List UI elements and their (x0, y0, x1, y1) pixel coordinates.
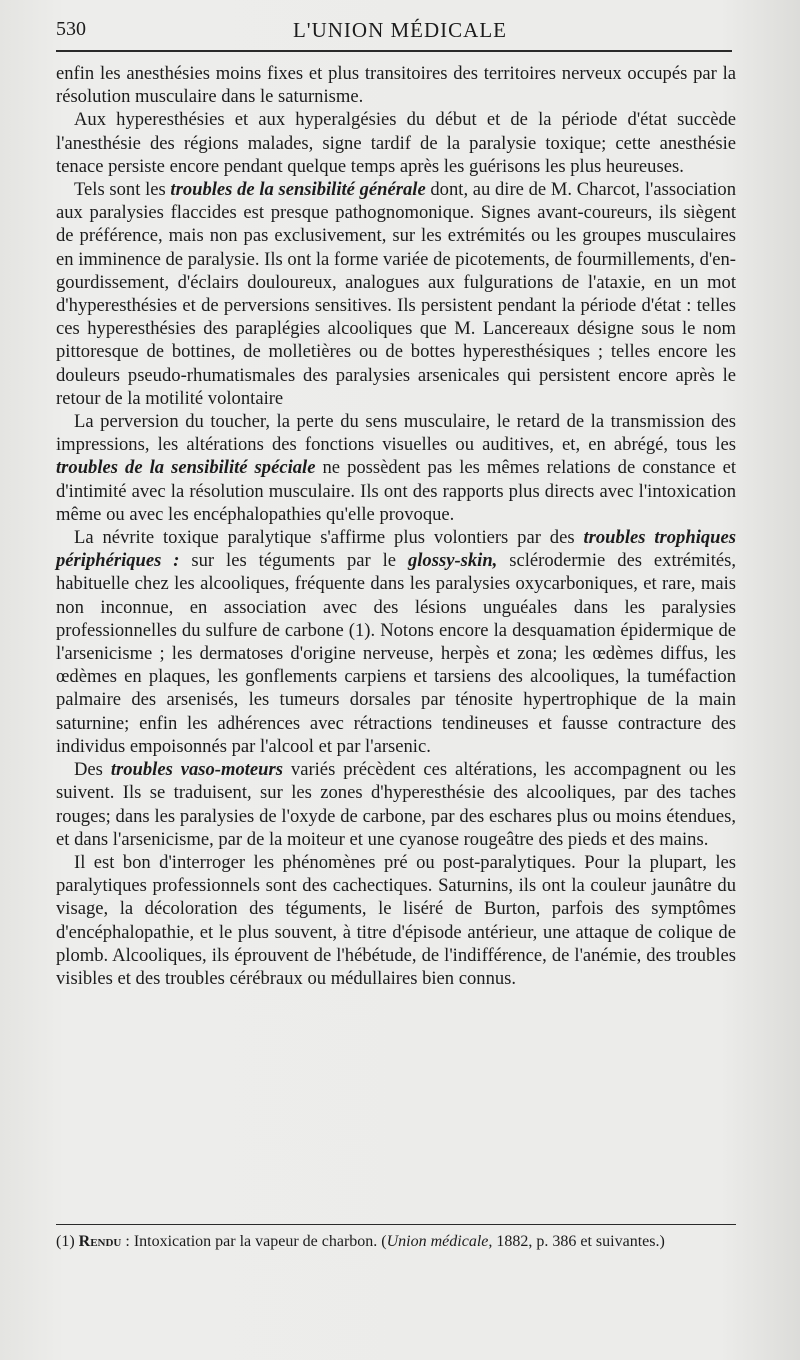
paragraph-6-part-a: Des (74, 759, 111, 781)
footnote-journal: Union médicale, (386, 1233, 493, 1250)
paragraph-6-part-b: variés précèdent ces altérations, les accompagnent ou les suivent. Ils se traduisent, sur les zones d'hyperesthésie des alcooliques, par des taches rouges; dans les paralysies de l'oxyde de carbone, par des eschares plus ou moins étendues, et dans l'arsenicisme, par de la moiteur et une cyanose rougeâtre des pieds et des mains. (56, 759, 736, 850)
paragraph-3 (56, 178, 736, 410)
header-rule (56, 50, 732, 52)
footnote (56, 1232, 740, 1251)
emphasis-glossy-skin: glossy-skin, (407, 550, 498, 572)
running-head (56, 14, 744, 44)
footnote-rule (56, 1224, 736, 1225)
footnote-text: : Intoxication par la vapeur de charbon. ( (121, 1233, 387, 1250)
emphasis-troubles-sensibilite-generale: troubles de la sensibilité générale (170, 179, 426, 201)
paragraph-5 (56, 526, 736, 758)
paragraph-4 (56, 410, 736, 526)
footnote-marker: (1) (56, 1233, 79, 1250)
paragraph-7: Il est bon d'interroger les phénomènes pré ou post-paralytiques. Pour la plupart, les paralytiques professionnels sont des cachectiques. Saturnins, ils ont la couleur jaunâtre du visage, la décoloration des téguments, le liséré de Burton, parfois des symptômes d'encéphalopathie, et le plus souvent, à titre d'épisode antérieur, une attaque de colique de plomb. Alcooliques, ils éprouvent de l'hébétude, de l'indifférence, de l'anémie, des troubles visibles et des troubles cérébraux ou médullaires bien connus. (56, 851, 736, 989)
emphasis-troubles-trophiques: troubles trophiques périphériques : (56, 527, 736, 572)
paragraph-5-part-c: sclérodermie des extrémités, habituelle chez les alcooliques, fréquente dans les paralysies oxycarboniques, et rare, mais non inconnue, en association avec des lésions unguéales dans les paralysies professionnelles du sulfure de carbone (1). Notons encore la desquamation épidermique de l'arsenicisme ; les dermatoses d'origine nerveuse, herpès et zona; les œdèmes diffus, les œdèmes en plaques, les gonflements carpiens et tarsiens des alcooliques, la tuméfaction palmaire des arsenisés, les tumeurs dorsales par ténosite hypertrophique de la main saturnine; enfin les adhérences avec rétractions tendineuses et fausse contracture des individus empoisonnés par l'alcool et par l'arsenic. (56, 550, 736, 757)
running-title: L'UNION MÉDICALE (292, 18, 507, 42)
footnote-author: Rendu (78, 1233, 122, 1250)
paragraph-5-part-a: La névrite toxique paralytique s'affirme plus volontiers par des (74, 527, 584, 549)
paragraph-1: enfin les anesthésies moins fixes et plus transitoires des territoires nerveux occupés par la résolution musculaire dans le saturnisme. (56, 63, 736, 108)
paragraph-5-part-b: sur les téguments par le (179, 550, 408, 572)
paragraph-4-part-a: La perversion du toucher, la perte du sens musculaire, le retard de la transmission des impressions, les altérations des fonctions visuelles ou auditives, et, en abrégé, tous les (56, 411, 736, 456)
emphasis-troubles-sensibilite-speciale: troubles de la sensibilité spéciale (56, 457, 316, 479)
footnote-tail: 1882, p. 386 et suivantes.) (492, 1233, 665, 1250)
body-text (56, 62, 736, 990)
paragraph-3-part-a: Tels sont les (74, 179, 171, 201)
paragraph-3-part-b: dont, au dire de M. Charcot, l'association aux paralysies flaccides est presque pathognomonique. Signes avant-coureurs, ils siègent de préférence, mais non pas exclusivement, sur les extrémités ou les groupes musculaires en imminence de paralysie. Ils ont la forme variée de picotements, de fourmillements, d'engourdissement, d'éclairs douloureux, analogues aux fulgurations de l'ataxie, en un mot d'hyperesthésies et de perversions sensitives. Ils persistent pendant la période d'état : telles ces hyperesthésies des paraplégies alcooliques que M. Lancereaux désigne sous le nom pittoresque de bottines, de molletières ou de bottes hyperesthésiques ; telles encore les douleurs pseudo-rhumatismales des paralysies arsenicales qui persistent encore après le retour de la motilité volontaire (56, 179, 737, 409)
page-number: 530 (56, 18, 86, 40)
paragraph-2: Aux hyperesthésies et aux hyperalgésies du début et de la période d'état succède l'anesthésie des régions malades, signe tardif de la paralysie toxique; cette anesthésie tenace persiste encore pendant quelque temps après les guérisons les plus heureuses. (56, 109, 736, 177)
emphasis-troubles-vaso-moteurs: troubles vaso-moteurs (110, 759, 283, 781)
paragraph-4-part-b: ne possèdent pas les mêmes relations de constance et d'intimité avec la résolution musculaire. Ils ont des rapports plus directs avec l'intoxication même ou avec les encéphalopathies qu'elle provoque. (56, 457, 737, 525)
paragraph-6 (56, 758, 736, 851)
